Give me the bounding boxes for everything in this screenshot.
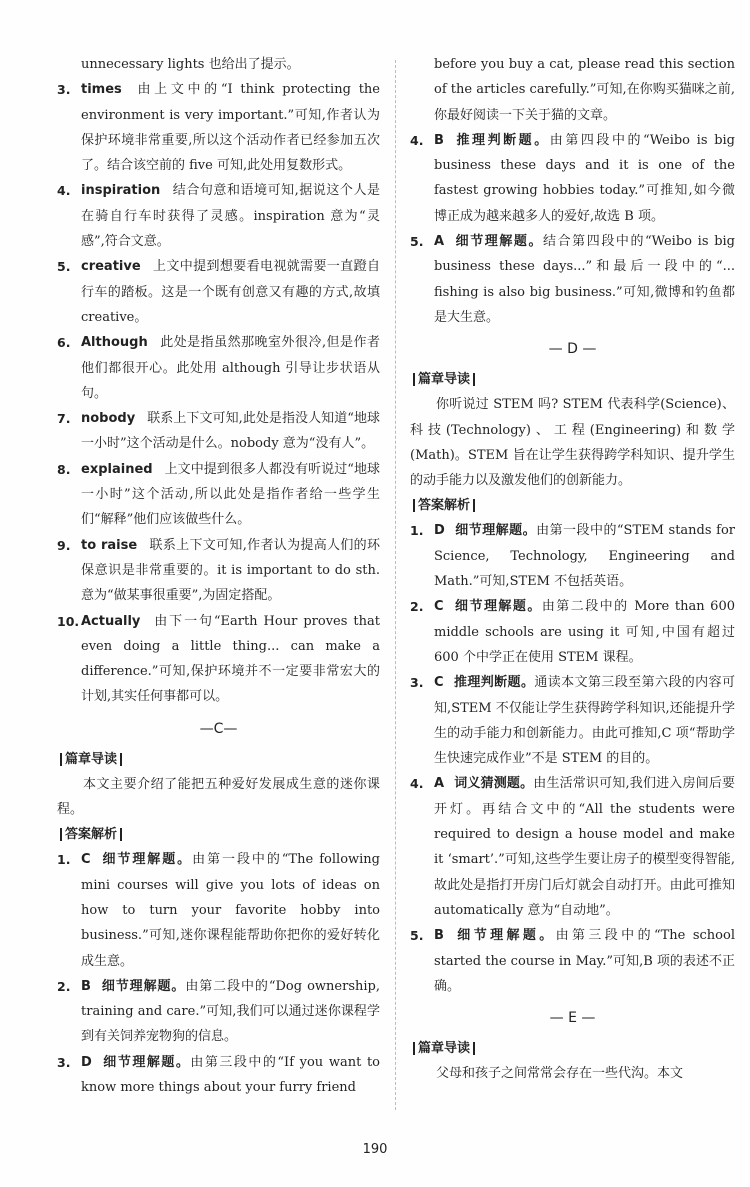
answer-keyword: creative bbox=[81, 259, 141, 275]
answer-letter: B bbox=[434, 928, 444, 944]
explanation-text: 由第二段中的 More than 600 middle schools are using it 可知,中国有超过 600 个中学正在使用 STEM 课程。 bbox=[434, 599, 735, 665]
answer-item bbox=[57, 609, 380, 710]
answer-letter: D bbox=[434, 523, 445, 539]
section-heading-d: — D — bbox=[548, 341, 597, 358]
right-column bbox=[410, 52, 735, 1086]
item-number: 4. bbox=[410, 132, 424, 148]
answer-letter: C bbox=[434, 675, 444, 691]
item-number: 7. bbox=[57, 411, 71, 427]
answer-item bbox=[410, 128, 735, 229]
fill-in-answers bbox=[57, 77, 380, 709]
answer-item bbox=[57, 178, 380, 254]
item-number: 5. bbox=[410, 928, 424, 944]
guide-text: 父母和孩子之间常常会存在一些代沟。本文 bbox=[436, 1066, 684, 1082]
item-body bbox=[81, 406, 380, 457]
item-body bbox=[81, 254, 380, 330]
continued-text: unnecessary lights 也给出了提示。 bbox=[81, 57, 300, 72]
item-body bbox=[434, 771, 735, 923]
item-number: 3. bbox=[57, 82, 71, 98]
guide-text: 你听说过 STEM 吗? STEM 代表科学(Science)、科技(Technology)、工程(Engineering)和数学(Math)。STEM 旨在让学生获得跨学科知识、提升学生的动手能力以及激发他们的创新能力。 bbox=[410, 397, 735, 489]
question-type: 细节理解题。 bbox=[454, 523, 537, 539]
answer-item bbox=[57, 77, 380, 178]
item-body bbox=[434, 518, 735, 594]
item-body bbox=[81, 533, 380, 609]
answer-letter: A bbox=[434, 234, 445, 250]
answer-keyword: inspiration bbox=[81, 183, 161, 199]
question-type: 细节理解题。 bbox=[454, 234, 544, 250]
explanation-text: 上文中提到很多人都没有听说过“地球一小时”这个活动,所以此处是指作者给一些学生们“解释”他们应该做些什么。 bbox=[81, 461, 380, 528]
item-body bbox=[434, 594, 735, 670]
question-type: 推理判断题。 bbox=[453, 132, 550, 148]
answer-heading: 答案解析 bbox=[410, 493, 735, 518]
item-number: 4. bbox=[57, 183, 71, 199]
explanation-text: 上文中提到想要看电视就需要一直蹬自行车的踏板。这是一个既有创意又有趣的方式,故填 creative。 bbox=[81, 259, 380, 325]
answer-letter: C bbox=[434, 599, 444, 615]
answer-item bbox=[57, 457, 380, 533]
item-body bbox=[81, 330, 380, 406]
question-type: 细节理解题。 bbox=[453, 928, 556, 944]
explanation-text: 结合第四段中的“Weibo is big business these days...”和最后一段中的“... fishing is also big business.”可知,微博和钓鱼都是大生意。 bbox=[434, 234, 735, 325]
answer-keyword: Actually bbox=[81, 613, 141, 629]
item-body bbox=[434, 670, 735, 771]
answer-item bbox=[57, 254, 380, 330]
answer-letter: B bbox=[434, 132, 444, 148]
explanation-text: 由第一段中的“The following mini courses will give you lots of ideas on how to turn your favorite hobby into business.”可知,迷你课程能帮助你把你的爱好转化成生意。 bbox=[81, 852, 380, 969]
item-body bbox=[81, 1050, 380, 1101]
item-body bbox=[434, 229, 735, 330]
question-type: 词义猜测题。 bbox=[454, 776, 534, 792]
answer-item bbox=[57, 330, 380, 406]
explanation-text: 由下一句“Earth Hour proves that even doing a little thing... can make a difference.”可知,保护环境并不一定要非常宏大的计划,其实任何事都可以。 bbox=[81, 613, 380, 705]
explanation-text: 联系上下文可知,作者认为提高人们的环保意识是非常重要的。it is important to do sth.意为“做某事很重要”,为固定搭配。 bbox=[81, 537, 380, 604]
item-body bbox=[434, 923, 735, 999]
answer-keyword: Although bbox=[81, 335, 148, 351]
item-number: 5. bbox=[57, 259, 71, 275]
answer-item bbox=[57, 847, 380, 973]
section-heading-e: — E — bbox=[549, 1010, 596, 1027]
section-heading-c: —C— bbox=[199, 720, 238, 737]
explanation-text: 由生活常识可知,我们进入房间后要开灯。再结合文中的“All the students were required to design a house model and make it ‘smart’.”可知,这些学生要让房子的模型变得智能,故此处是指打开房门后灯就会自动打开。由此可推知 automatically 意为“自动地”。 bbox=[434, 776, 735, 918]
item-number: 10. bbox=[57, 613, 80, 629]
item-body bbox=[81, 77, 380, 178]
item-number: 2. bbox=[410, 599, 424, 615]
guide-heading: 篇章导读 bbox=[57, 747, 380, 772]
answer-item bbox=[410, 923, 735, 999]
answer-list-d bbox=[410, 518, 735, 999]
answer-heading: 答案解析 bbox=[57, 822, 380, 847]
item-number: 8. bbox=[57, 461, 71, 477]
item-body bbox=[81, 178, 380, 254]
guide-heading: 篇章导读 bbox=[410, 1036, 735, 1061]
question-type: 细节理解题。 bbox=[101, 1054, 191, 1070]
answer-item bbox=[57, 533, 380, 609]
explanation-text: 由第一段中的“STEM stands for Science, Technology, Engineering and Math.”可知,STEM 不包括英语。 bbox=[434, 523, 735, 590]
question-type: 推理判断题。 bbox=[453, 675, 535, 691]
item-number: 1. bbox=[57, 852, 71, 868]
question-type: 细节理解题。 bbox=[453, 599, 542, 615]
explanation-text: 由第四段中的“Weibo is big business these days and it is one of the fastest growing hobbies today.”可推知,如今微博正成为越来越多人的爱好,故选 B 项。 bbox=[434, 132, 735, 224]
answer-letter: D bbox=[81, 1054, 92, 1070]
explanation-text: 结合句意和语境可知,据说这个人是在骑自行车时获得了灵感。inspiration 意为“灵感”,符合文意。 bbox=[81, 183, 380, 250]
explanation-text: 由第二段中的“Dog ownership, training and care.”可知,我们可以通过迷你课程学到有关饲养宠物狗的信息。 bbox=[81, 978, 380, 1045]
column-divider bbox=[395, 60, 396, 1110]
explanation-text: 联系上下文可知,此处是指没人知道“地球一小时”这个活动是什么。nobody 意为“没有人”。 bbox=[81, 411, 380, 452]
item-body bbox=[81, 974, 380, 1050]
continued-text: before you buy a cat, please read this section of the articles carefully.”可知,在你购买猫咪之前,你最好阅读一下关于猫的文章。 bbox=[434, 57, 735, 123]
item-number: 9. bbox=[57, 537, 71, 553]
item-number: 6. bbox=[57, 335, 71, 351]
answer-item bbox=[410, 771, 735, 923]
answer-list-c bbox=[57, 847, 380, 1100]
answer-item bbox=[57, 406, 380, 457]
answer-keyword: to raise bbox=[81, 537, 138, 553]
explanation-text: 通读本文第三段至第六段的内容可知,STEM 不仅能让学生获得跨学科知识,还能提升学生的动手能力和创新能力。由此可推知,C 项“帮助学生快速完成作业”不是 STEM 的目的。 bbox=[434, 675, 735, 767]
answer-item bbox=[410, 518, 735, 594]
answer-letter: A bbox=[434, 776, 445, 792]
item-body bbox=[81, 457, 380, 533]
page-number: 190 bbox=[362, 1142, 388, 1157]
explanation-text: 由第三段中的“If you want to know more things about your furry friend bbox=[81, 1054, 380, 1095]
answer-letter: B bbox=[81, 978, 91, 994]
answer-keyword: nobody bbox=[81, 411, 136, 427]
answer-list-c-cont bbox=[410, 128, 735, 330]
question-type: 细节理解题。 bbox=[100, 852, 193, 868]
answer-item bbox=[57, 974, 380, 1050]
item-number: 3. bbox=[57, 1054, 71, 1070]
answer-item bbox=[410, 670, 735, 771]
item-number: 5. bbox=[410, 234, 424, 250]
guide-text: 本文主要介绍了能把五种爱好发展成生意的迷你课程。 bbox=[57, 776, 380, 818]
item-number: 4. bbox=[410, 776, 424, 792]
explanation-text: 由第三段中的“The school started the course in May.”可知,B 项的表述不正确。 bbox=[434, 928, 735, 994]
item-number: 2. bbox=[57, 978, 71, 994]
answer-keyword: explained bbox=[81, 461, 153, 477]
guide-heading: 篇章导读 bbox=[410, 367, 735, 392]
item-number: 3. bbox=[410, 675, 424, 691]
answer-item bbox=[57, 1050, 380, 1101]
answer-letter: C bbox=[81, 852, 91, 868]
item-body bbox=[434, 128, 735, 229]
answer-item bbox=[410, 594, 735, 670]
item-number: 1. bbox=[410, 523, 424, 539]
explanation-text: 由上文中的“I think protecting the environment is very important.”可知,作者认为保护环境非常重要,所以这个活动作者已经参加五次了。结合该空前的 five 可知,此处用复数形式。 bbox=[81, 82, 380, 174]
left-column bbox=[57, 52, 380, 1100]
item-body bbox=[81, 847, 380, 973]
explanation-text: 此处是指虽然那晚室外很冷,但是作者他们都很开心。此处用 although 引导让步状语从句。 bbox=[81, 335, 380, 401]
question-type: 细节理解题。 bbox=[100, 978, 186, 994]
answer-item bbox=[410, 229, 735, 330]
answer-keyword: times bbox=[81, 82, 122, 98]
item-body bbox=[81, 609, 380, 710]
